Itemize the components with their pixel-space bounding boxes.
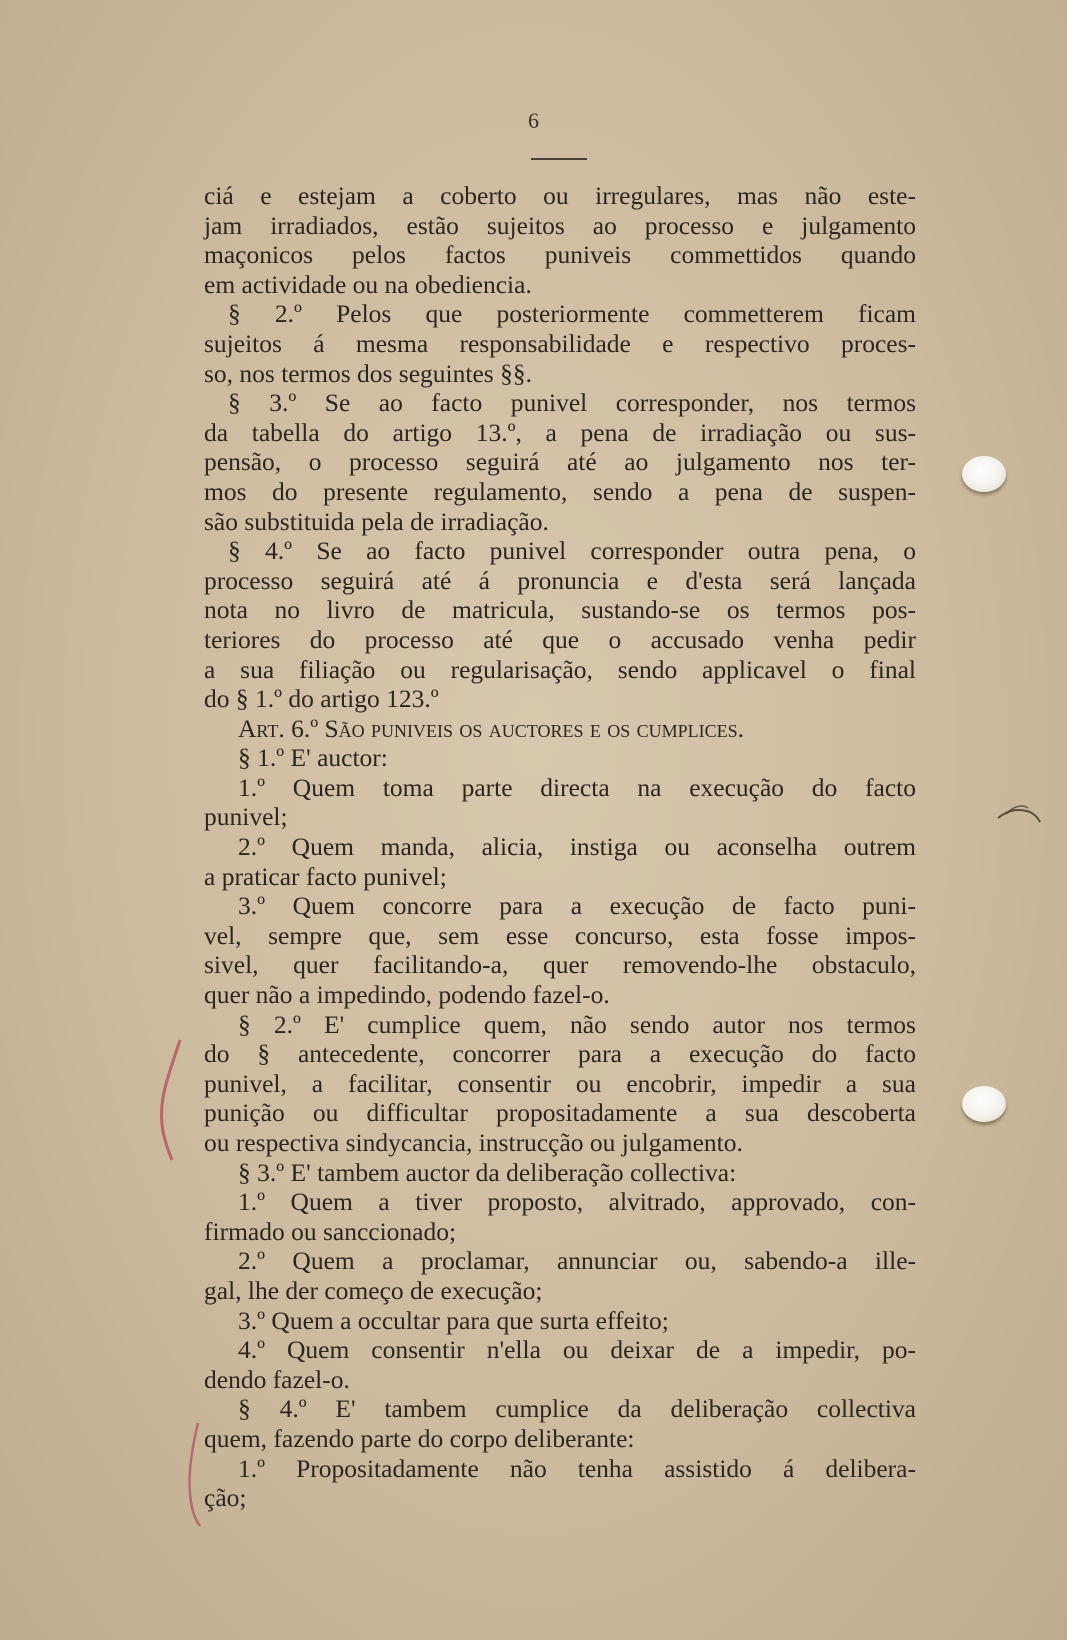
text-line: quem, fazendo parte do corpo deliberante:	[204, 1423, 635, 1453]
binding-hole	[962, 456, 1006, 492]
text-line: sivel, quer facilitando-a, quer removendo-lhe obstaculo,	[204, 950, 916, 980]
text-line: ou respectiva sindycancia, instrucção ou julgamento.	[204, 1128, 743, 1157]
article-heading: Art. 6.º São puniveis os auctores e os cumplices.	[238, 713, 745, 743]
text-line: § 1.º E' auctor:	[238, 743, 388, 773]
text-line: em actividade ou na obediencia.	[204, 269, 532, 299]
text-line: vel, sempre que, sem esse concurso, esta fosse impos-	[204, 920, 916, 950]
text-line: 3.º Quem a occultar para que surta effeito;	[238, 1305, 669, 1335]
text-line: ção;	[204, 1483, 247, 1513]
body-text	[204, 181, 916, 1513]
text-line: 2.º Quem manda, alicia, instiga ou aconselha outrem	[238, 832, 916, 862]
text-line: § 2.º E' cumplice quem, não sendo autor nos termos	[238, 1009, 916, 1039]
ink-smudge-icon	[996, 800, 1042, 826]
text-line: so, nos termos dos seguintes §§.	[204, 358, 532, 388]
text-line: maçonicos pelos factos puniveis commettidos quando	[204, 240, 916, 270]
text-line: 1.º Quem toma parte directa na execução do facto	[238, 772, 916, 802]
text-line: mos do presente regulamento, sendo a pena de suspen-	[204, 476, 916, 506]
text-line: 4.º Quem consentir n'ella ou deixar de a impedir, po-	[238, 1335, 916, 1365]
text-line: dendo fazel-o.	[204, 1364, 350, 1394]
text-line: quer não a impedindo, podendo fazel-o.	[204, 980, 610, 1010]
page-number: 6	[528, 108, 539, 133]
text-line: 1.º Quem a tiver proposto, alvitrado, approvado, con-	[238, 1187, 916, 1217]
text-line: § 4.º Se ao facto punivel corresponder outra pena, o	[228, 536, 916, 566]
text-line: pensão, o processo seguirá até ao julgamento nos ter-	[204, 447, 916, 477]
text-line: § 2.º Pelos que posteriormente commetterem ficam	[228, 299, 916, 329]
pencil-mark-icon	[178, 1418, 208, 1528]
text-line: firmado ou sanccionado;	[204, 1216, 457, 1246]
text-line: 1.º Propositadamente não tenha assistido á delibera-	[238, 1453, 916, 1483]
text-line: punivel, a facilitar, consentir ou encobrir, impedir a sua	[204, 1068, 916, 1098]
text-line: jam irradiados, estão sujeitos ao processo e julgamento	[204, 210, 916, 240]
binding-hole	[962, 1086, 1006, 1122]
text-line: 3.º Quem concorre para a execução de facto puni-	[238, 891, 916, 921]
text-line: a praticar facto punivel;	[204, 861, 447, 891]
text-line: processo seguirá até á pronuncia e d'esta será lançada	[204, 565, 916, 595]
text-line: § 3.º E' tambem auctor da deliberação collectiva:	[238, 1157, 737, 1187]
text-line: ciá e estejam a coberto ou irregulares, mas não este-	[204, 181, 916, 210]
text-line: punição ou difficultar propositadamente a sua descoberta	[204, 1098, 916, 1128]
text-line: são substituida pela de irradiação.	[204, 506, 549, 536]
text-line: a sua filiação ou regularisação, sendo applicavel o final	[204, 654, 916, 684]
header-rule	[531, 158, 587, 160]
pencil-mark-icon	[150, 1035, 190, 1165]
text-line: gal, lhe der começo de execução;	[204, 1275, 543, 1305]
text-line: do § antecedente, concorrer para a execução do facto	[204, 1039, 916, 1069]
text-line: teriores do processo até que o accusado venha pedir	[204, 624, 916, 654]
text-line: § 3.º Se ao facto punivel corresponder, nos termos	[228, 388, 916, 418]
text-line: do § 1.º do artigo 123.º	[204, 684, 439, 714]
text-line: da tabella do artigo 13.º, a pena de irradiação ou sus-	[204, 417, 916, 447]
text-line: punivel;	[204, 802, 288, 832]
text-line: § 4.º E' tambem cumplice da deliberação collectiva	[238, 1394, 916, 1424]
text-line: 2.º Quem a proclamar, annunciar ou, sabendo-a ille-	[238, 1246, 916, 1276]
text-line: nota no livro de matricula, sustando-se os termos pos-	[204, 595, 916, 625]
text-line: sujeitos á mesma responsabilidade e respectivo proces-	[204, 328, 916, 358]
